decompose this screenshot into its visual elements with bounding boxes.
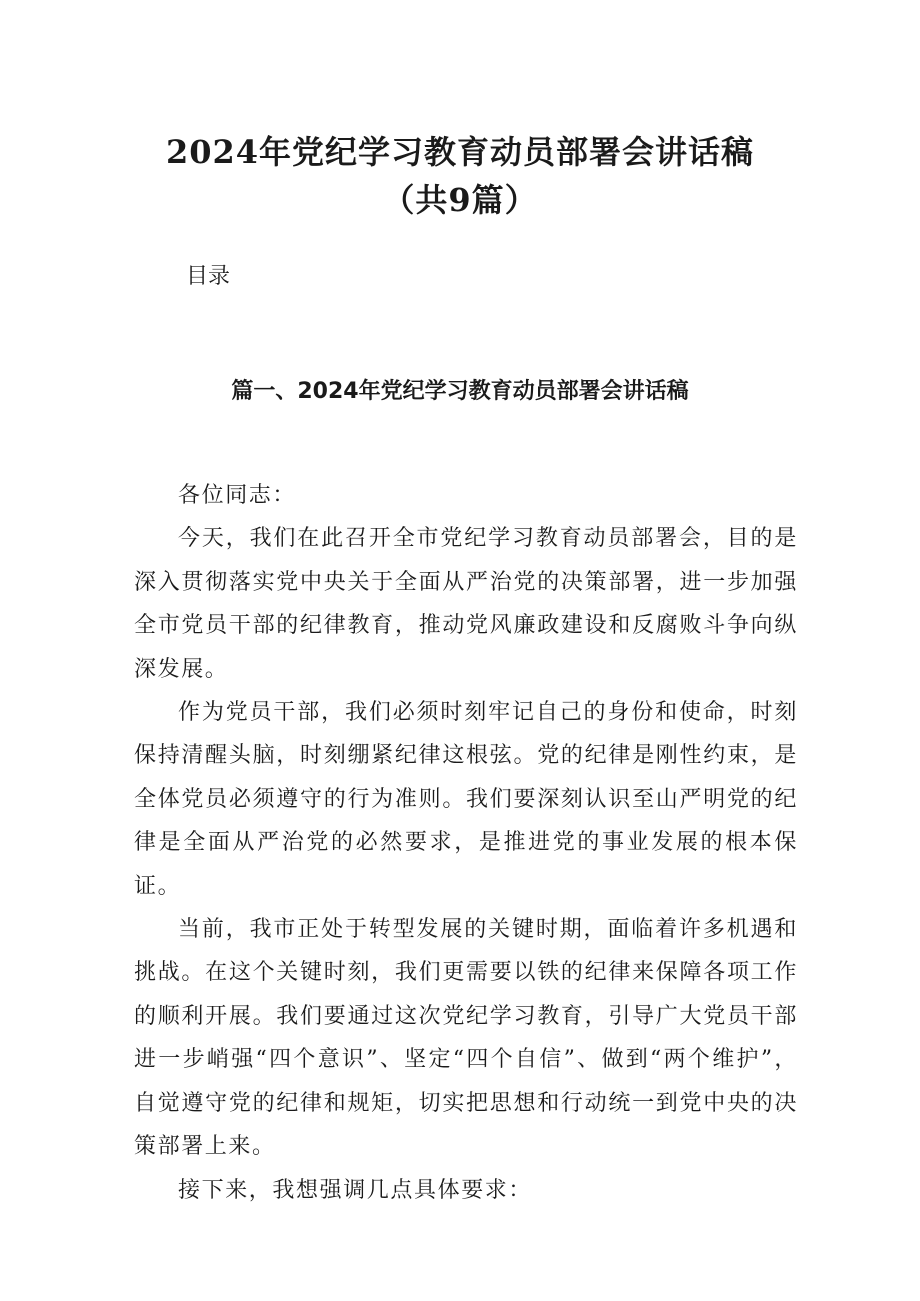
salutation-paragraph: 各位同志： <box>178 483 297 508</box>
body-paragraph: 当前，我市正处于转型发展的关键时期，面临着许多机遇和挑战。在这个关键时刻，我们更需要以铁的纪律来保障各项工作的顺利开展。我们要通过这次党纪学习教育，引导广大党员干部进一步峭强“四个意识”、坚定“四个自信”、做到“两个维护”，自觉遵守党的纪律和规矩，切实把思想和行动统一到党中央的决策部署上来。 <box>134 917 798 1160</box>
body-paragraph: 今天，我们在此召开全市党纪学习教育动员部署会，目的是深入贯彻落实党中央关于全面从严治党的决策部署，进一步加强全市党员干部的纪律教育，推动党风廉政建设和反腐败斗争向纵深发展。 <box>134 526 798 682</box>
table-of-contents-label: 目录 <box>186 264 231 289</box>
body-paragraph: 接下来，我想强调几点具体要求： <box>178 1177 533 1203</box>
document-title: 2024年党纪学习教育动员部署会讲话稿（共9篇） <box>165 133 755 219</box>
body-paragraph: 作为党员干部，我们必须时刻牢记自己的身份和使命，时刻保持清醒头脑，时刻绷紧纪律这根弦。党的纪律是刚性约束，是全体党员必须遵守的行为准则。我们要深刻认识至山严明党的纪律是全面从严治党的必然要求，是推进党的事业发展的根本保证。 <box>134 700 798 899</box>
document-body <box>134 474 798 1212</box>
section-heading: 篇一、2024年党纪学习教育动员部署会讲话稿 <box>231 379 689 404</box>
